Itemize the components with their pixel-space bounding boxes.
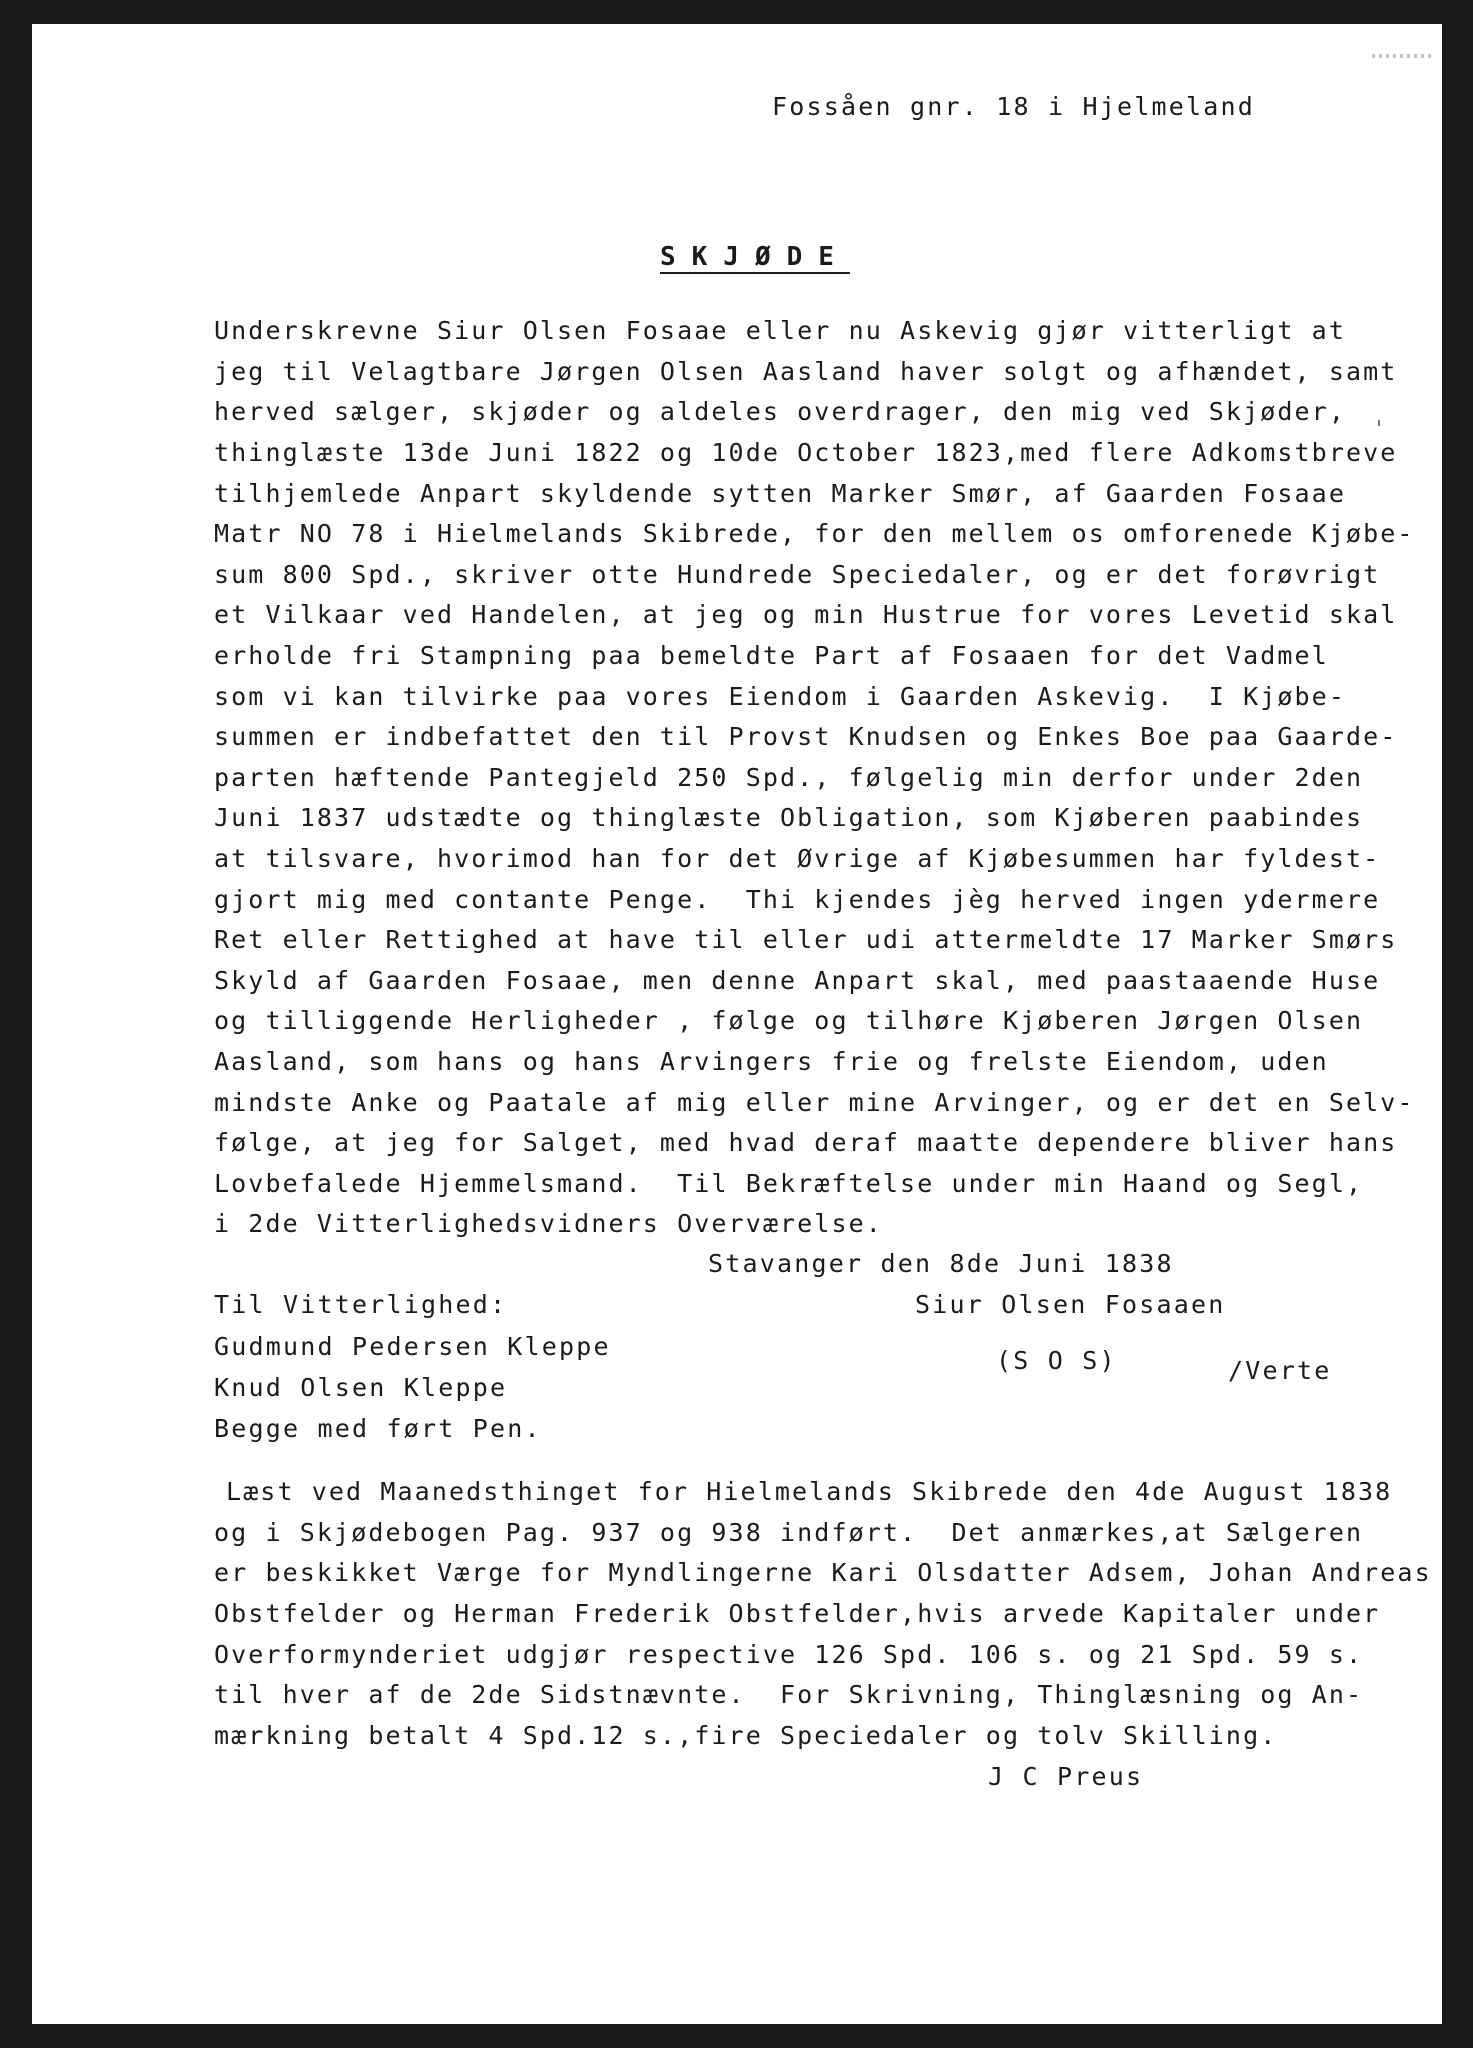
body-line: Lovbefalede Hjemmelsmand. Til Bekræftelse under min Haand og Segl,: [214, 1169, 1364, 1198]
witness-1: Gudmund Pedersen Kleppe: [214, 1332, 611, 1361]
body-line: gjort mig med contante Penge. Thi kjendes jèg herved ingen ydermere: [214, 885, 1381, 914]
seal-mark: (S O S): [996, 1346, 1117, 1375]
signer-name: Siur Olsen Fosaaen: [915, 1290, 1226, 1319]
place-date: Stavanger den 8de Juni 1838: [708, 1249, 1174, 1278]
scan-mark: [1378, 420, 1380, 426]
body-line: mindste Anke og Paatale af mig eller mine Arvinger, og er det en Selv-: [214, 1088, 1415, 1117]
body-line: tilhjemlede Anpart skyldende sytten Marker Smør, af Gaarden Fosaae: [214, 479, 1346, 508]
registration-line: Obstfelder og Herman Frederik Obstfelder,hvis arvede Kapitaler under: [214, 1599, 1381, 1628]
scan-speck: [1372, 54, 1432, 58]
registration-line: er beskikket Værge for Myndlingerne Kari Olsdatter Adsem, Johan Andreas: [214, 1558, 1432, 1587]
registration-line: mærkning betalt 4 Spd.12 s.,fire Speciedaler og tolv Skilling.: [214, 1721, 1278, 1750]
turn-over-note: /Verte: [1228, 1356, 1332, 1385]
witness-heading: Til Vitterlighed:: [214, 1290, 508, 1319]
registration-line: Overformynderiet udgjør respective 126 Spd. 106 s. og 21 Spd. 59 s.: [214, 1640, 1364, 1669]
body-line: og tilliggende Herligheder , følge og tilhøre Kjøberen Jørgen Olsen: [214, 1006, 1364, 1035]
body-line: Underskrevne Siur Olsen Fosaae eller nu Askevig gjør vitterligt at: [214, 316, 1346, 345]
body-line: herved sælger, skjøder og aldeles overdrager, den mig ved Skjøder,: [214, 397, 1346, 426]
body-line: thinglæste 13de Juni 1822 og 10de October 1823,med flere Adkomstbreve: [214, 438, 1398, 467]
body-line: et Vilkaar ved Handelen, at jeg og min Hustrue for vores Levetid skal: [214, 600, 1398, 629]
body-line: at tilsvare, hvorimod han for det Øvrige af Kjøbesummen har fyldest-: [214, 844, 1381, 873]
body-line: jeg til Velagtbare Jørgen Olsen Aasland haver solgt og afhændet, samt: [214, 357, 1398, 386]
document-title: SKJØDE: [660, 242, 850, 272]
registrar-signature: J C Preus: [988, 1762, 1144, 1791]
document-page: [32, 24, 1442, 2024]
registration-line: og i Skjødebogen Pag. 937 og 938 indført. Det anmærkes,at Sælgeren: [214, 1518, 1364, 1547]
body-line: Juni 1837 udstædte og thinglæste Obligation, som Kjøberen paabindes: [214, 803, 1364, 832]
body-line: Skyld af Gaarden Fosaae, men denne Anpart skal, med paastaaende Huse: [214, 966, 1381, 995]
body-line: erholde fri Stampning paa bemeldte Part af Fosaaen for det Vadmel: [214, 641, 1329, 670]
witness-2: Knud Olsen Kleppe: [214, 1373, 508, 1402]
body-line: følge, at jeg for Salget, med hvad deraf maatte dependere bliver hans: [214, 1128, 1398, 1157]
location-header: Fossåen gnr. 18 i Hjelmeland: [772, 92, 1256, 121]
body-line: sum 800 Spd., skriver otte Hundrede Speciedaler, og er det forøvrigt: [214, 560, 1381, 589]
witness-note: Begge med ført Pen.: [214, 1414, 542, 1443]
body-line: Ret eller Rettighed at have til eller udi attermeldte 17 Marker Smørs: [214, 925, 1398, 954]
registration-line: Læst ved Maanedsthinget for Hielmelands Skibrede den 4de August 1838: [226, 1477, 1393, 1506]
registration-line: til hver af de 2de Sidstnævnte. For Skrivning, Thinglæsning og An-: [214, 1680, 1364, 1709]
body-line: Matr NO 78 i Hielmelands Skibrede, for den mellem os omforenede Kjøbe-: [214, 519, 1415, 548]
body-line: Aasland, som hans og hans Arvingers frie og frelste Eiendom, uden: [214, 1047, 1329, 1076]
body-line: som vi kan tilvirke paa vores Eiendom i Gaarden Askevig. I Kjøbe-: [214, 682, 1346, 711]
body-line: summen er indbefattet den til Provst Knudsen og Enkes Boe paa Gaarde-: [214, 722, 1398, 751]
body-line: parten hæftende Pantegjeld 250 Spd., følgelig min derfor under 2den: [214, 763, 1364, 792]
body-line: i 2de Vitterlighedsvidners Overværelse.: [214, 1209, 883, 1238]
